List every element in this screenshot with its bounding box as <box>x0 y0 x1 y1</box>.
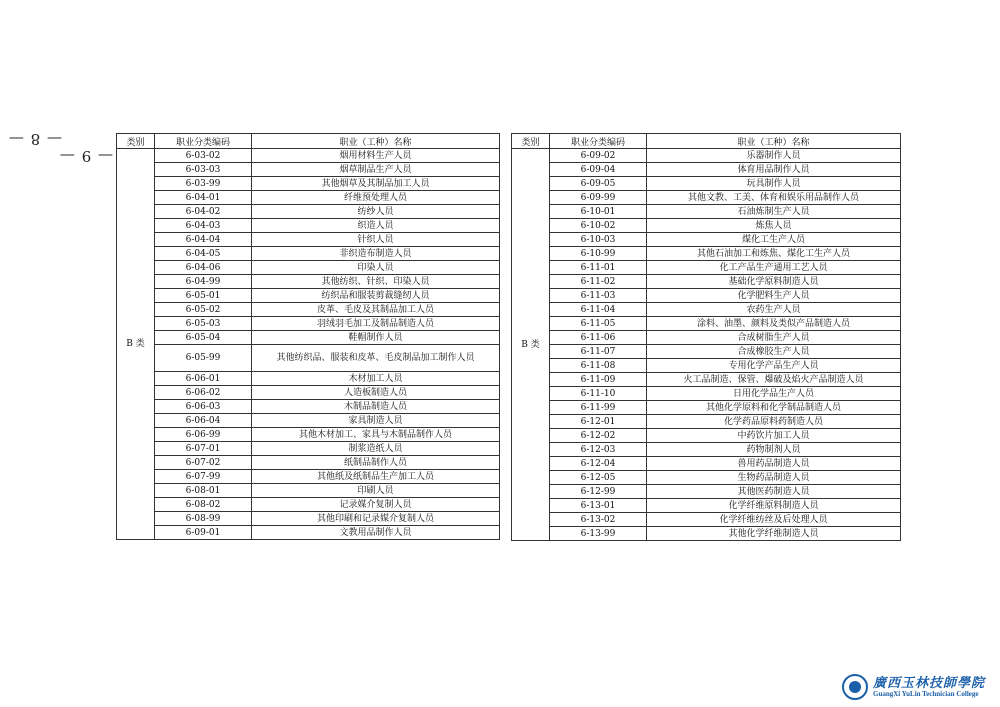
code-cell: 6-12-04 <box>550 457 647 471</box>
table-row <box>117 414 500 428</box>
table-body-right <box>512 149 901 541</box>
code-cell: 6-07-01 <box>155 442 252 456</box>
category-cell: B 类 <box>512 149 550 541</box>
code-cell: 6-08-02 <box>155 498 252 512</box>
occupation-name-cell: 纤维预处理人员 <box>252 191 500 205</box>
code-cell: 6-09-02 <box>550 149 647 163</box>
occupation-name-cell: 其他石油加工和炼焦、煤化工生产人员 <box>647 247 901 261</box>
code-cell: 6-11-01 <box>550 261 647 275</box>
code-cell: 6-03-02 <box>155 149 252 163</box>
occupation-name-cell: 文教用品制作人员 <box>252 526 500 540</box>
occupation-name-cell: 化工产品生产通用工艺人员 <box>647 261 901 275</box>
code-cell: 6-04-02 <box>155 205 252 219</box>
occupation-table-left <box>116 133 500 540</box>
code-cell: 6-08-01 <box>155 484 252 498</box>
occupation-name-cell: 合成树脂生产人员 <box>647 331 901 345</box>
occupation-name-cell: 非织造布制造人员 <box>252 247 500 261</box>
code-cell: 6-12-99 <box>550 485 647 499</box>
table-row <box>512 177 901 191</box>
occupation-name-cell: 印刷人员 <box>252 484 500 498</box>
table-row <box>512 499 901 513</box>
table-row <box>117 526 500 540</box>
occupation-name-cell: 生物药品制造人员 <box>647 471 901 485</box>
code-cell: 6-06-99 <box>155 428 252 442</box>
table-row <box>117 470 500 484</box>
table-row <box>512 219 901 233</box>
college-name-cn: 廣西玉林技師學院 <box>873 676 986 691</box>
table-row <box>117 177 500 191</box>
occupation-name-cell: 其他纸及纸制品生产加工人员 <box>252 470 500 484</box>
table-row <box>512 317 901 331</box>
occupation-name-cell: 合成橡胶生产人员 <box>647 345 901 359</box>
code-cell: 6-06-01 <box>155 372 252 386</box>
college-name-en: GuangXi YuLin Technician College <box>873 690 979 698</box>
table-row <box>117 400 500 414</box>
code-cell: 6-11-03 <box>550 289 647 303</box>
category-cell: B 类 <box>117 149 155 540</box>
code-cell: 6-11-06 <box>550 331 647 345</box>
code-cell: 6-04-05 <box>155 247 252 261</box>
table-row <box>117 512 500 526</box>
table-row <box>512 233 901 247</box>
occupation-name-cell: 纺纱人员 <box>252 205 500 219</box>
code-cell: 6-13-01 <box>550 499 647 513</box>
code-cell: 6-05-99 <box>155 345 252 372</box>
occupation-name-cell: 针织人员 <box>252 233 500 247</box>
table-row <box>512 401 901 415</box>
occupation-name-cell: 体育用品制作人员 <box>647 163 901 177</box>
occupation-name-cell: 农药生产人员 <box>647 303 901 317</box>
occupation-name-cell: 基础化学原料制造人员 <box>647 275 901 289</box>
table-row <box>512 289 901 303</box>
occupation-name-cell: 炼焦人员 <box>647 219 901 233</box>
occupation-name-cell: 涂料、油墨、颜料及类似产品制造人员 <box>647 317 901 331</box>
table-row <box>117 345 500 372</box>
code-cell: 6-04-03 <box>155 219 252 233</box>
table-row <box>117 303 500 317</box>
code-cell: 6-13-99 <box>550 527 647 541</box>
table-row <box>117 317 500 331</box>
occupation-name-cell: 其他化学纤维制造人员 <box>647 527 901 541</box>
table-row <box>117 498 500 512</box>
table-row <box>117 442 500 456</box>
table-row <box>512 513 901 527</box>
code-cell: 6-11-07 <box>550 345 647 359</box>
table-row <box>117 261 500 275</box>
occupation-name-cell: 纺织品和服装剪裁缝纫人员 <box>252 289 500 303</box>
occupation-name-cell: 其他纺织品、服装和皮革、毛皮制品加工制作人员 <box>252 345 500 372</box>
page-number-right: — 9 — <box>58 147 114 165</box>
code-cell: 6-07-99 <box>155 470 252 484</box>
code-cell: 6-11-10 <box>550 387 647 401</box>
occupation-name-cell: 其他文教、工美、体育和娱乐用品制作人员 <box>647 191 901 205</box>
occupation-name-cell: 玩具制作人员 <box>647 177 901 191</box>
table-row <box>117 484 500 498</box>
college-logo <box>842 672 997 704</box>
code-cell: 6-11-04 <box>550 303 647 317</box>
code-cell: 6-12-05 <box>550 471 647 485</box>
table-row <box>512 429 901 443</box>
occupation-name-cell: 印染人员 <box>252 261 500 275</box>
occupation-name-cell: 化学药品原料药制造人员 <box>647 415 901 429</box>
table-row <box>512 261 901 275</box>
table-row <box>117 456 500 470</box>
occupation-name-cell: 木制品制造人员 <box>252 400 500 414</box>
occupation-name-cell: 织造人员 <box>252 219 500 233</box>
table-row <box>512 163 901 177</box>
code-cell: 6-06-02 <box>155 386 252 400</box>
table-row <box>117 219 500 233</box>
occupation-name-cell: 记录媒介复制人员 <box>252 498 500 512</box>
table-row <box>512 415 901 429</box>
code-cell: 6-12-01 <box>550 415 647 429</box>
occupation-name-cell: 石油炼制生产人员 <box>647 205 901 219</box>
occupation-name-cell: 兽用药品制造人员 <box>647 457 901 471</box>
header-category: 类别 <box>117 134 155 149</box>
header-name: 职业（工种）名称 <box>647 134 901 149</box>
table-row <box>512 359 901 373</box>
code-cell: 6-03-99 <box>155 177 252 191</box>
table-row <box>512 247 901 261</box>
occupation-name-cell: 化学肥料生产人员 <box>647 289 901 303</box>
table-row <box>117 191 500 205</box>
occupation-name-cell: 制浆造纸人员 <box>252 442 500 456</box>
occupation-name-cell: 纸制品制作人员 <box>252 456 500 470</box>
table-row <box>117 163 500 177</box>
code-cell: 6-10-01 <box>550 205 647 219</box>
table-row <box>117 149 500 163</box>
code-cell: 6-09-01 <box>155 526 252 540</box>
table-row <box>117 289 500 303</box>
table-row <box>117 331 500 345</box>
occupation-name-cell: 其他烟草及其制品加工人员 <box>252 177 500 191</box>
table-row <box>512 485 901 499</box>
code-cell: 6-12-02 <box>550 429 647 443</box>
code-cell: 6-11-05 <box>550 317 647 331</box>
table-row <box>512 387 901 401</box>
table-row <box>117 247 500 261</box>
code-cell: 6-05-02 <box>155 303 252 317</box>
table-row <box>512 527 901 541</box>
occupation-name-cell: 烟草制品生产人员 <box>252 163 500 177</box>
occupation-name-cell: 其他木材加工、家具与木制品制作人员 <box>252 428 500 442</box>
code-cell: 6-10-99 <box>550 247 647 261</box>
code-cell: 6-06-04 <box>155 414 252 428</box>
code-cell: 6-03-03 <box>155 163 252 177</box>
occupation-name-cell: 鞋帽制作人员 <box>252 331 500 345</box>
table-row <box>512 303 901 317</box>
table-row <box>512 373 901 387</box>
table-row <box>512 149 901 163</box>
code-cell: 6-11-09 <box>550 373 647 387</box>
code-cell: 6-10-02 <box>550 219 647 233</box>
occupation-name-cell: 药物制剂人员 <box>647 443 901 457</box>
table-row <box>512 205 901 219</box>
table-row <box>117 386 500 400</box>
code-cell: 6-09-04 <box>550 163 647 177</box>
table-row <box>512 345 901 359</box>
code-cell: 6-05-04 <box>155 331 252 345</box>
table-row <box>117 428 500 442</box>
code-cell: 6-09-05 <box>550 177 647 191</box>
college-seal-icon <box>842 674 868 700</box>
page-number-left: — 8 — <box>7 130 63 148</box>
header-code: 职业分类编码 <box>155 134 252 149</box>
occupation-name-cell: 火工品制造、保管、爆破及焰火产品制造人员 <box>647 373 901 387</box>
code-cell: 6-06-03 <box>155 400 252 414</box>
occupation-name-cell: 皮革、毛皮及其制品加工人员 <box>252 303 500 317</box>
code-cell: 6-11-02 <box>550 275 647 289</box>
code-cell: 6-11-08 <box>550 359 647 373</box>
table-row <box>117 233 500 247</box>
header-name: 职业（工种）名称 <box>252 134 500 149</box>
code-cell: 6-09-99 <box>550 191 647 205</box>
header-code: 职业分类编码 <box>550 134 647 149</box>
code-cell: 6-04-04 <box>155 233 252 247</box>
table-row <box>512 331 901 345</box>
code-cell: 6-12-03 <box>550 443 647 457</box>
table-row <box>512 275 901 289</box>
occupation-name-cell: 专用化学产品生产人员 <box>647 359 901 373</box>
code-cell: 6-07-02 <box>155 456 252 470</box>
code-cell: 6-11-99 <box>550 401 647 415</box>
code-cell: 6-05-03 <box>155 317 252 331</box>
occupation-name-cell: 羽绒羽毛加工及制品制造人员 <box>252 317 500 331</box>
table-row <box>512 471 901 485</box>
table-row <box>512 191 901 205</box>
code-cell: 6-04-99 <box>155 275 252 289</box>
occupation-name-cell: 煤化工生产人员 <box>647 233 901 247</box>
occupation-name-cell: 其他纺织、针织、印染人员 <box>252 275 500 289</box>
table-row <box>512 457 901 471</box>
occupation-name-cell: 家具制造人员 <box>252 414 500 428</box>
table-body-left <box>117 149 500 540</box>
table-row <box>117 205 500 219</box>
occupation-name-cell: 日用化学品生产人员 <box>647 387 901 401</box>
occupation-name-cell: 其他化学原料和化学制品制造人员 <box>647 401 901 415</box>
occupation-name-cell: 化学纤维原料制造人员 <box>647 499 901 513</box>
table-row <box>117 372 500 386</box>
table-row <box>512 443 901 457</box>
occupation-name-cell: 其他印刷和记录媒介复制人员 <box>252 512 500 526</box>
code-cell: 6-10-03 <box>550 233 647 247</box>
occupation-name-cell: 中药饮片加工人员 <box>647 429 901 443</box>
occupation-name-cell: 乐器制作人员 <box>647 149 901 163</box>
code-cell: 6-05-01 <box>155 289 252 303</box>
occupation-name-cell: 烟用材料生产人员 <box>252 149 500 163</box>
occupation-name-cell: 木材加工人员 <box>252 372 500 386</box>
table-row <box>117 275 500 289</box>
code-cell: 6-08-99 <box>155 512 252 526</box>
occupation-table-right <box>511 133 901 541</box>
occupation-name-cell: 人造板制造人员 <box>252 386 500 400</box>
occupation-name-cell: 其他医药制造人员 <box>647 485 901 499</box>
occupation-name-cell: 化学纤维纺丝及后处理人员 <box>647 513 901 527</box>
header-category: 类别 <box>512 134 550 149</box>
code-cell: 6-13-02 <box>550 513 647 527</box>
code-cell: 6-04-06 <box>155 261 252 275</box>
code-cell: 6-04-01 <box>155 191 252 205</box>
